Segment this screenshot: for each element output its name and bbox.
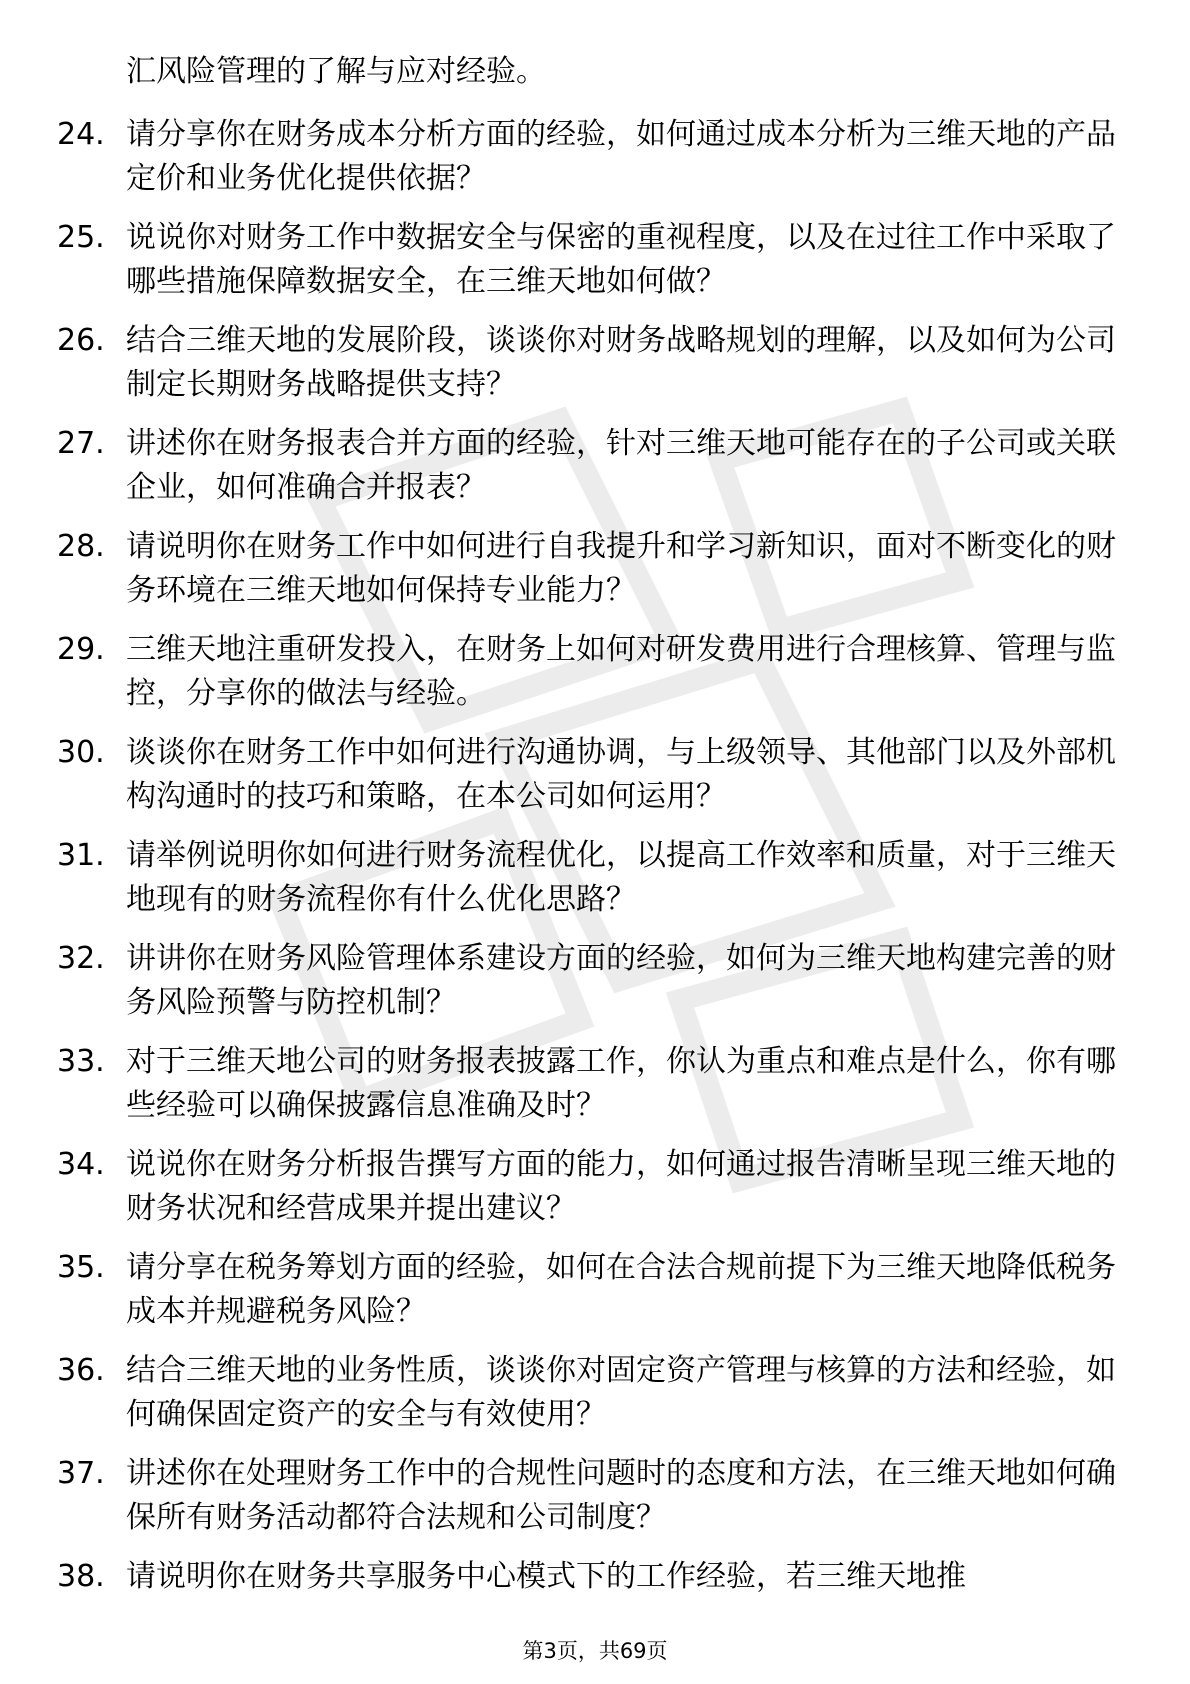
question-text: 对于三维天地公司的财务报表披露工作，你认为重点和难点是什么，你有哪些经验可以确保披露信息准确及时？ — [126, 1044, 1116, 1123]
question-number: 24. — [57, 117, 105, 152]
question-text: 讲述你在处理财务工作中的合规性问题时的态度和方法，在三维天地如何确保所有财务活动都符合法规和公司制度？ — [126, 1456, 1116, 1535]
question-text: 结合三维天地的发展阶段，谈谈你对财务战略规划的理解，以及如何为公司制定长期财务战略提供支持？ — [126, 323, 1116, 402]
question-item — [0, 319, 1190, 422]
question-item — [0, 422, 1190, 525]
question-text: 讲述你在财务报表合并方面的经验，针对三维天地可能存在的子公司或关联企业，如何准确合并报表？ — [126, 426, 1116, 505]
question-text: 说说你对财务工作中数据安全与保密的重视程度，以及在过往工作中采取了哪些措施保障数据安全，在三维天地如何做？ — [126, 220, 1116, 299]
question-text: 说说你在财务分析报告撰写方面的能力，如何通过报告清晰呈现三维天地的财务状况和经营成果并提出建议？ — [126, 1147, 1116, 1226]
question-number: 34. — [57, 1147, 105, 1182]
continued-question-text: 汇风险管理的了解与应对经验。 — [126, 54, 546, 89]
question-item — [0, 1349, 1190, 1452]
question-number: 37. — [57, 1456, 105, 1491]
question-number: 26. — [57, 323, 105, 358]
question-item — [0, 1452, 1190, 1555]
question-number: 31. — [57, 838, 105, 873]
question-number: 28. — [57, 529, 105, 564]
question-item — [0, 731, 1190, 834]
question-item — [0, 216, 1190, 319]
question-text: 三维天地注重研发投入，在财务上如何对研发费用进行合理核算、管理与监控，分享你的做法与经验。 — [126, 632, 1116, 711]
question-number: 33. — [57, 1044, 105, 1079]
question-number: 27. — [57, 426, 105, 461]
question-text: 请说明你在财务共享服务中心模式下的工作经验，若三维天地推 — [126, 1559, 966, 1594]
question-number: 25. — [57, 220, 105, 255]
question-number: 29. — [57, 632, 105, 667]
question-text: 请举例说明你如何进行财务流程优化，以提高工作效率和质量，对于三维天地现有的财务流程你有什么优化思路？ — [126, 838, 1116, 917]
question-item — [0, 113, 1190, 216]
question-number: 32. — [57, 941, 105, 976]
question-item — [0, 1246, 1190, 1349]
question-text: 讲讲你在财务风险管理体系建设方面的经验，如何为三维天地构建完善的财务风险预警与防控机制？ — [126, 941, 1116, 1020]
question-text: 结合三维天地的业务性质，谈谈你对固定资产管理与核算的方法和经验，如何确保固定资产的安全与有效使用？ — [126, 1353, 1116, 1432]
question-text: 请分享你在财务成本分析方面的经验，如何通过成本分析为三维天地的产品定价和业务优化提供依据？ — [126, 117, 1116, 196]
question-item — [0, 834, 1190, 937]
question-number: 30. — [57, 735, 105, 770]
question-number: 36. — [57, 1353, 105, 1388]
question-item — [0, 937, 1190, 1040]
question-number: 35. — [57, 1250, 105, 1285]
question-item — [0, 1143, 1190, 1246]
page-footer: 第3页，共69页 — [522, 1639, 668, 1663]
question-number: 38. — [57, 1559, 105, 1594]
question-item — [0, 628, 1190, 731]
question-item — [0, 525, 1190, 628]
question-text: 请分享在税务筹划方面的经验，如何在合法合规前提下为三维天地降低税务成本并规避税务风险？ — [126, 1250, 1116, 1329]
question-text: 谈谈你在财务工作中如何进行沟通协调，与上级领导、其他部门以及外部机构沟通时的技巧和策略，在本公司如何运用？ — [126, 735, 1116, 814]
question-item — [0, 1040, 1190, 1143]
question-list — [0, 113, 1190, 1658]
question-text: 请说明你在财务工作中如何进行自我提升和学习新知识，面对不断变化的财务环境在三维天地如何保持专业能力？ — [126, 529, 1116, 608]
